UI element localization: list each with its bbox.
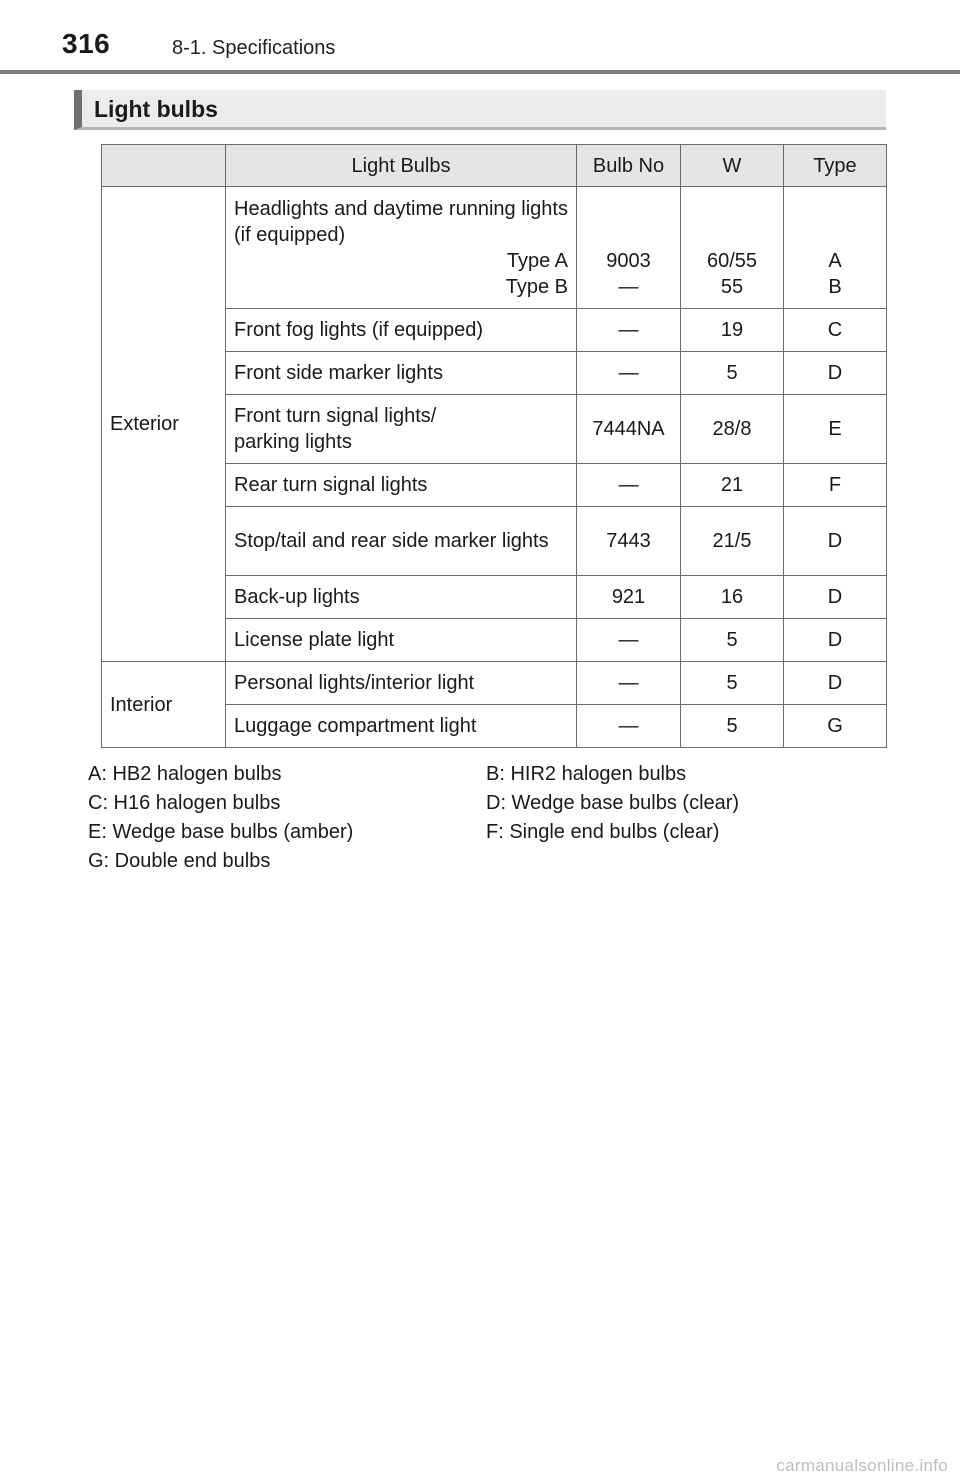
bulb-no: 7444NA xyxy=(577,395,681,464)
category-interior: Interior xyxy=(102,662,226,748)
legend-item-e: E: Wedge base bulbs (amber) xyxy=(88,821,354,843)
bulb-name: Front side marker lights xyxy=(226,352,577,395)
header-divider xyxy=(0,70,960,74)
header-type: Type xyxy=(784,145,887,187)
headlights-cell xyxy=(226,187,577,309)
headlights-name: Headlights and daytime running lights (if equipped) xyxy=(234,197,568,246)
bulb-watts: 16 xyxy=(681,576,784,619)
type-a: A xyxy=(828,249,842,272)
table-row xyxy=(102,662,887,705)
legend-item-a: A: HB2 halogen bulbs xyxy=(88,763,282,785)
bulb-no: 921 xyxy=(577,576,681,619)
bulb-type-legend xyxy=(88,760,808,876)
legend-item-c: C: H16 halogen bulbs xyxy=(88,792,281,814)
bulb-name: Personal lights/interior light xyxy=(226,662,577,705)
bulb-name xyxy=(226,395,577,464)
headlights-bulb-cell xyxy=(577,187,681,309)
legend-row xyxy=(88,818,808,847)
bulb-watts: 19 xyxy=(681,309,784,352)
bulb-name: Stop/tail and rear side marker lights xyxy=(226,507,577,576)
header-light-bulbs: Light Bulbs xyxy=(226,145,577,187)
bulb-name: Back-up lights xyxy=(226,576,577,619)
bulb-no: — xyxy=(577,662,681,705)
bulb-no: — xyxy=(577,619,681,662)
bulb-name-line2: parking lights xyxy=(234,431,352,453)
section-heading: 8-1. Specifications xyxy=(172,37,336,59)
bulb-type: D xyxy=(784,507,887,576)
bulb-type: D xyxy=(784,576,887,619)
bulb-no-b: — xyxy=(618,275,639,298)
section-title: Light bulbs xyxy=(94,96,218,122)
table-header-row xyxy=(102,145,887,187)
bulb-no: — xyxy=(577,464,681,507)
section-title-bar xyxy=(74,90,886,130)
bulb-watts: 21 xyxy=(681,464,784,507)
headlights-watt-cell xyxy=(681,187,784,309)
type-a-label: Type A xyxy=(506,249,568,272)
type-b-label: Type B xyxy=(505,275,568,298)
table-row xyxy=(102,187,887,309)
headlights-type-cell xyxy=(784,187,887,309)
type-b: B xyxy=(828,275,842,298)
page-number: 316 xyxy=(62,28,111,59)
legend-row xyxy=(88,847,808,876)
bulb-name: Luggage compartment light xyxy=(226,705,577,748)
legend-item-g: G: Double end bulbs xyxy=(88,850,271,872)
legend-item-b: B: HIR2 halogen bulbs xyxy=(486,763,687,785)
bulb-watts: 21/5 xyxy=(681,507,784,576)
legend-item-f: F: Single end bulbs (clear) xyxy=(486,821,720,843)
legend-row xyxy=(88,789,808,818)
bulb-watts: 5 xyxy=(681,619,784,662)
header-watts: W xyxy=(681,145,784,187)
category-exterior: Exterior xyxy=(102,187,226,662)
bulb-type: G xyxy=(784,705,887,748)
bulb-no: 7443 xyxy=(577,507,681,576)
bulb-name: Rear turn signal lights xyxy=(226,464,577,507)
legend-row xyxy=(88,760,808,789)
header-bulb-no: Bulb No xyxy=(577,145,681,187)
bulb-type: D xyxy=(784,619,887,662)
bulb-type: F xyxy=(784,464,887,507)
bulb-watts: 5 xyxy=(681,705,784,748)
bulb-no: — xyxy=(577,309,681,352)
legend-item-d: D: Wedge base bulbs (clear) xyxy=(486,792,740,814)
bulb-no: — xyxy=(577,705,681,748)
watermark: carmanualsonline.info xyxy=(776,1456,948,1475)
bulb-name: License plate light xyxy=(226,619,577,662)
bulb-type: D xyxy=(784,662,887,705)
bulb-type: C xyxy=(784,309,887,352)
watt-a: 60/55 xyxy=(706,249,758,272)
bulb-watts: 5 xyxy=(681,662,784,705)
bulb-watts: 5 xyxy=(681,352,784,395)
bulb-watts: 28/8 xyxy=(681,395,784,464)
light-bulbs-table xyxy=(101,144,887,748)
bulb-type: D xyxy=(784,352,887,395)
watt-b: 55 xyxy=(720,275,744,298)
bulb-no-a: 9003 xyxy=(606,249,651,272)
bulb-name-line1: Front turn signal lights/ xyxy=(234,405,437,427)
bulb-name: Front fog lights (if equipped) xyxy=(226,309,577,352)
bulb-type: E xyxy=(784,395,887,464)
bulb-no: — xyxy=(577,352,681,395)
header-blank xyxy=(102,145,226,187)
